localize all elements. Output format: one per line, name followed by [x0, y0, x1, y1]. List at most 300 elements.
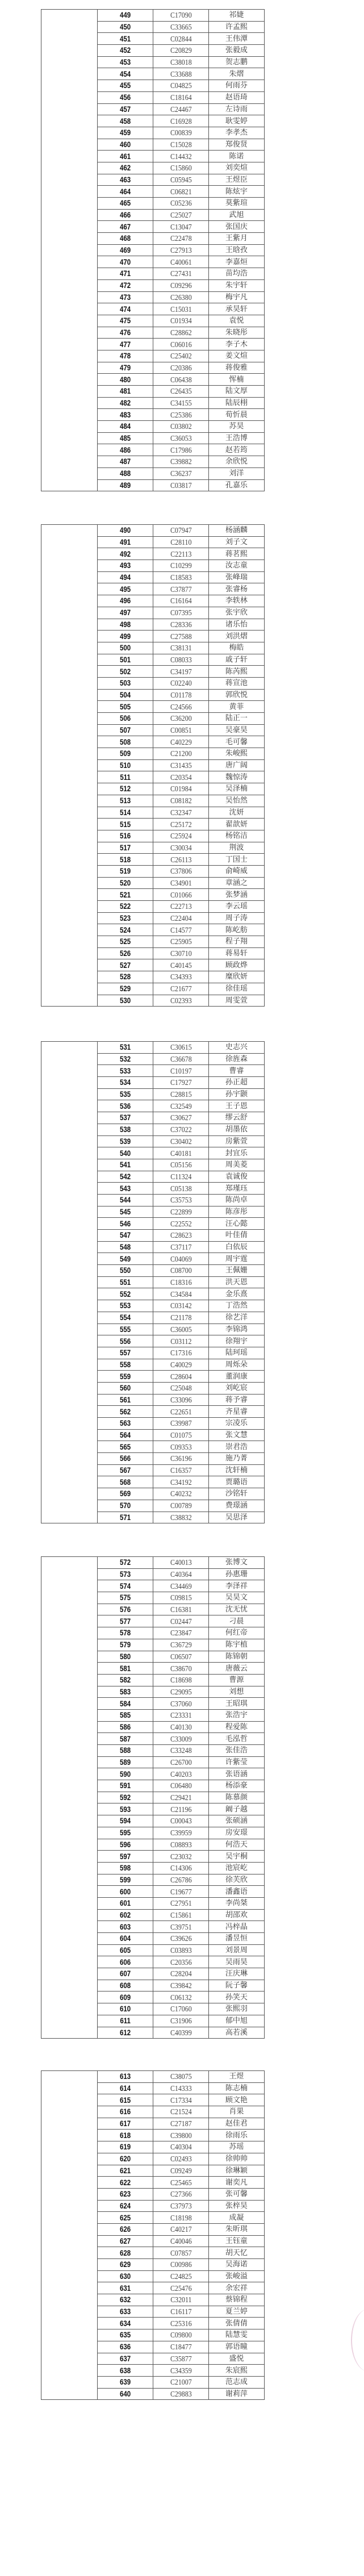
roster-table: [98, 1557, 264, 2038]
name-cell: 陆正一: [208, 713, 264, 725]
name-cell: 李嘉烜: [208, 256, 264, 268]
name-cell: 吴海诺: [208, 2259, 264, 2271]
table-row: [98, 1992, 264, 2003]
seq-number-cell: 630: [102, 2270, 149, 2282]
seq-number-cell: 450: [102, 21, 149, 33]
seq-number-cell: 601: [102, 1897, 149, 1909]
official-seal-stamp: [351, 2309, 364, 2372]
seq-number-cell: 498: [102, 619, 149, 631]
candidate-id-cell: C28336: [157, 619, 206, 631]
candidate-id-cell: C14333: [157, 2082, 206, 2094]
seq-number-cell: 585: [102, 1709, 149, 1721]
seq-number-cell: 618: [102, 2130, 149, 2141]
seq-number-cell: 571: [102, 1512, 149, 1523]
table-row: [98, 924, 264, 936]
seq-number-cell: 466: [102, 209, 149, 221]
candidate-id-cell: C37806: [157, 865, 206, 877]
name-cell: 刘洪熠: [208, 631, 264, 642]
name-cell: 吴怡然: [208, 795, 264, 807]
table-row: [98, 244, 264, 256]
candidate-id-cell: C01075: [157, 1429, 206, 1441]
table-row: [98, 525, 264, 536]
seq-number-cell: 481: [102, 386, 149, 398]
candidate-id-cell: C21524: [157, 2106, 206, 2118]
name-cell: 余宏祥: [208, 2282, 264, 2294]
table-row: [98, 1183, 264, 1195]
name-cell: 陈慕颜: [208, 1792, 264, 1803]
name-cell: 李锦鸿: [208, 1324, 264, 1335]
name-cell: 赵语琦: [208, 91, 264, 103]
name-cell: 金乐熹: [208, 1288, 264, 1300]
seq-number-cell: 532: [102, 1053, 149, 1065]
candidate-id-cell: C39626: [157, 1933, 206, 1945]
table-block: [41, 524, 265, 1007]
candidate-id-cell: C25386: [157, 409, 206, 421]
table-row: [98, 386, 264, 398]
candidate-id-cell: C09296: [157, 279, 206, 291]
seq-number-cell: 633: [102, 2306, 149, 2318]
seq-number-cell: 558: [102, 1359, 149, 1371]
seq-number-cell: 573: [102, 1568, 149, 1580]
name-cell: 张宇欣: [208, 607, 264, 619]
candidate-id-cell: C25465: [157, 2177, 206, 2189]
candidate-id-cell: C09815: [157, 1592, 206, 1604]
name-cell: 王子恩: [208, 1100, 264, 1112]
table-row: [98, 748, 264, 760]
candidate-id-cell: C30710: [157, 947, 206, 959]
candidate-id-cell: C25905: [157, 936, 206, 948]
seq-number-cell: 594: [102, 1815, 149, 1827]
table-row: [98, 1147, 264, 1159]
name-cell: 戚子轩: [208, 654, 264, 666]
seq-number-cell: 557: [102, 1347, 149, 1359]
candidate-id-cell: C06438: [157, 374, 206, 386]
seq-number-cell: 528: [102, 971, 149, 983]
seq-number-cell: 449: [102, 10, 149, 21]
seq-number-cell: 581: [102, 1663, 149, 1675]
name-cell: 周烁朵: [208, 1359, 264, 1371]
candidate-id-cell: C14306: [157, 1862, 206, 1874]
name-cell: 肖果: [208, 2106, 264, 2118]
candidate-id-cell: C37022: [157, 1124, 206, 1135]
table-row: [98, 2200, 264, 2212]
table-row: [98, 830, 264, 842]
table-row: [98, 1580, 264, 1592]
name-cell: 王煜: [208, 2071, 264, 2082]
candidate-id-cell: C20829: [157, 45, 206, 57]
candidate-id-cell: C21007: [157, 2376, 206, 2388]
candidate-id-cell: C25048: [157, 1382, 206, 1394]
candidate-id-cell: C02844: [157, 33, 206, 45]
table-row: [98, 2329, 264, 2341]
seq-number-cell: 505: [102, 701, 149, 713]
seq-number-cell: 522: [102, 901, 149, 913]
candidate-id-cell: C36005: [157, 1324, 206, 1335]
table-row: [98, 209, 264, 221]
candidate-id-cell: C17334: [157, 2094, 206, 2106]
candidate-id-cell: C16117: [157, 2306, 206, 2318]
candidate-id-cell: C00986: [157, 2259, 206, 2271]
candidate-id-cell: C15860: [157, 162, 206, 174]
name-cell: 郭欣悦: [208, 689, 264, 701]
table-row: [98, 2223, 264, 2235]
roster-table: [98, 10, 264, 491]
candidate-id-cell: C23032: [157, 1851, 206, 1863]
seq-number-cell: 475: [102, 315, 149, 327]
seq-number-cell: 590: [102, 1768, 149, 1780]
name-cell: 阮子馨: [208, 1980, 264, 1992]
name-cell: 王浩博: [208, 432, 264, 444]
candidate-id-cell: C40130: [157, 1721, 206, 1733]
candidate-id-cell: C22899: [157, 1206, 206, 1218]
seq-number-cell: 455: [102, 80, 149, 92]
table-row: [98, 1980, 264, 1992]
candidate-id-cell: C07947: [157, 525, 206, 536]
name-cell: 李孝杰: [208, 127, 264, 139]
name-cell: 顾政烨: [208, 959, 264, 971]
candidate-id-cell: C08182: [157, 795, 206, 807]
seq-number-cell: 495: [102, 583, 149, 595]
name-cell: 朱熠: [208, 68, 264, 80]
seq-number-cell: 523: [102, 912, 149, 924]
candidate-id-cell: C21200: [157, 748, 206, 760]
name-cell: 章涵之: [208, 877, 264, 889]
roster-table: [98, 525, 264, 1006]
name-cell: 袁悦: [208, 315, 264, 327]
candidate-id-cell: C22651: [157, 1406, 206, 1418]
name-cell: 张硕涵: [208, 1815, 264, 1827]
candidate-id-cell: C39959: [157, 1827, 206, 1839]
seq-number-cell: 640: [102, 2388, 149, 2399]
name-cell: 汪庆琳: [208, 1968, 264, 1980]
name-cell: 何红帝: [208, 1627, 264, 1639]
table-row: [98, 936, 264, 948]
table-row: [98, 421, 264, 433]
seq-number-cell: 610: [102, 2003, 149, 2015]
seq-number-cell: 580: [102, 1651, 149, 1663]
candidate-id-cell: C32549: [157, 1100, 206, 1112]
candidate-id-cell: C15028: [157, 139, 206, 151]
seq-number-cell: 530: [102, 995, 149, 1006]
candidate-id-cell: C02240: [157, 677, 206, 689]
seq-number-cell: 554: [102, 1312, 149, 1324]
seq-number-cell: 582: [102, 1674, 149, 1686]
name-cell: 袁诚俊: [208, 1171, 264, 1183]
seq-number-cell: 472: [102, 279, 149, 291]
name-cell: 史志兴: [208, 1042, 264, 1053]
name-cell: 俞崎威: [208, 865, 264, 877]
table-row: [98, 127, 264, 139]
name-cell: 张倩倩: [208, 2318, 264, 2329]
name-cell: 朱晓彤: [208, 327, 264, 339]
candidate-id-cell: C27366: [157, 2188, 206, 2200]
seq-number-cell: 583: [102, 1686, 149, 1698]
candidate-id-cell: C32347: [157, 807, 206, 819]
table-row: [98, 2247, 264, 2259]
table-row: [98, 1206, 264, 1218]
name-cell: 翟歆妍: [208, 819, 264, 830]
candidate-id-cell: C36678: [157, 1053, 206, 1065]
candidate-id-cell: C21196: [157, 1803, 206, 1815]
seq-number-cell: 457: [102, 103, 149, 115]
table-row: [98, 1512, 264, 1523]
table-row: [98, 1780, 264, 1792]
seq-number-cell: 465: [102, 198, 149, 210]
candidate-id-cell: C38670: [157, 1663, 206, 1675]
name-cell: 糜欣妍: [208, 971, 264, 983]
candidate-id-cell: C15031: [157, 303, 206, 315]
empty-category-column: [41, 10, 98, 491]
table-row: [98, 1194, 264, 1206]
table-row: [98, 1921, 264, 1933]
empty-category-column: [41, 525, 98, 1006]
name-cell: 赵若筠: [208, 444, 264, 456]
table-row: [98, 1265, 264, 1277]
table-row: [98, 1429, 264, 1441]
candidate-id-cell: C18583: [157, 571, 206, 583]
candidate-id-cell: C34359: [157, 2365, 206, 2377]
table-row: [98, 1792, 264, 1803]
seq-number-cell: 627: [102, 2235, 149, 2247]
seq-number-cell: 596: [102, 1839, 149, 1851]
table-row: [98, 1745, 264, 1757]
table-row: [98, 1674, 264, 1686]
candidate-id-cell: C27951: [157, 1897, 206, 1909]
table-row: [98, 1968, 264, 1980]
table-row: [98, 842, 264, 854]
name-cell: 苏昊: [208, 421, 264, 433]
seq-number-cell: 619: [102, 2141, 149, 2153]
seq-number-cell: 451: [102, 33, 149, 45]
candidate-id-cell: C14432: [157, 151, 206, 162]
table-row: [98, 409, 264, 421]
table-row: [98, 1335, 264, 1347]
seq-number-cell: 484: [102, 421, 149, 433]
table-row: [98, 397, 264, 409]
table-row: [98, 1042, 264, 1053]
seq-number-cell: 637: [102, 2353, 149, 2365]
seq-number-cell: 517: [102, 842, 149, 854]
candidate-id-cell: C01066: [157, 889, 206, 901]
name-cell: 李尚桀: [208, 1897, 264, 1909]
table-row: [98, 1077, 264, 1089]
candidate-id-cell: C39842: [157, 1980, 206, 1992]
name-cell: 蔡锦程: [208, 2294, 264, 2306]
table-row: [98, 91, 264, 103]
table-row: [98, 68, 264, 80]
candidate-id-cell: C18164: [157, 91, 206, 103]
table-row: [98, 971, 264, 983]
table-row: [98, 807, 264, 819]
seq-number-cell: 591: [102, 1780, 149, 1792]
candidate-id-cell: C34155: [157, 397, 206, 409]
seq-number-cell: 555: [102, 1324, 149, 1335]
seq-number-cell: 499: [102, 631, 149, 642]
table-row: [98, 713, 264, 725]
table-row: [98, 1956, 264, 1968]
table-row: [98, 1124, 264, 1135]
seq-number-cell: 598: [102, 1862, 149, 1874]
seq-number-cell: 500: [102, 642, 149, 654]
candidate-id-cell: C39882: [157, 456, 206, 468]
candidate-id-cell: C36729: [157, 1639, 206, 1651]
candidate-id-cell: C39751: [157, 1921, 206, 1933]
seq-number-cell: 527: [102, 959, 149, 971]
candidate-id-cell: C19677: [157, 1886, 206, 1898]
table-row: [98, 560, 264, 572]
seq-number-cell: 603: [102, 1921, 149, 1933]
table-row: [98, 1382, 264, 1394]
name-cell: 叶佳倩: [208, 1230, 264, 1242]
empty-category-column: [41, 2071, 98, 2399]
table-row: [98, 151, 264, 162]
table-row: [98, 444, 264, 456]
empty-category-column: [41, 1042, 98, 1523]
seq-number-cell: 488: [102, 467, 149, 479]
name-cell: 徐雨乐: [208, 2130, 264, 2141]
candidate-id-cell: C01178: [157, 689, 206, 701]
table-row: [98, 1568, 264, 1580]
table-row: [98, 1733, 264, 1745]
name-cell: 程子翔: [208, 936, 264, 948]
name-cell: 孙惠珊: [208, 1568, 264, 1580]
seq-number-cell: 579: [102, 1639, 149, 1651]
table-row: [98, 736, 264, 748]
name-cell: 曹源: [208, 1674, 264, 1686]
seq-number-cell: 546: [102, 1218, 149, 1230]
table-row: [98, 1253, 264, 1265]
name-cell: 许紫莹: [208, 1756, 264, 1768]
candidate-id-cell: C30034: [157, 842, 206, 854]
name-cell: 王煜臣: [208, 174, 264, 186]
table-row: [98, 1756, 264, 1768]
table-row: [98, 2388, 264, 2399]
seq-number-cell: 586: [102, 1721, 149, 1733]
seq-number-cell: 533: [102, 1065, 149, 1077]
name-cell: 张峻溢: [208, 2270, 264, 2282]
candidate-id-cell: C04825: [157, 80, 206, 92]
seq-number-cell: 514: [102, 807, 149, 819]
name-cell: 郑瑾珏: [208, 1183, 264, 1195]
name-cell: 张浩宇: [208, 1709, 264, 1721]
seq-number-cell: 600: [102, 1886, 149, 1898]
seq-number-cell: 539: [102, 1135, 149, 1147]
seq-number-cell: 513: [102, 795, 149, 807]
table-row: [98, 2106, 264, 2118]
name-cell: 徐翔宇: [208, 1335, 264, 1347]
table-row: [98, 256, 264, 268]
name-cell: 阚子越: [208, 1803, 264, 1815]
name-cell: 张梓昊: [208, 2200, 264, 2212]
candidate-id-cell: C02493: [157, 2153, 206, 2165]
candidate-id-cell: C08700: [157, 1265, 206, 1277]
name-cell: 施乃菁: [208, 1453, 264, 1465]
table-row: [98, 1418, 264, 1430]
candidate-id-cell: C24467: [157, 103, 206, 115]
seq-number-cell: 519: [102, 865, 149, 877]
candidate-id-cell: C37973: [157, 2200, 206, 2212]
seq-number-cell: 486: [102, 444, 149, 456]
table-row: [98, 619, 264, 631]
name-cell: 陈尚卓: [208, 1194, 264, 1206]
candidate-id-cell: C40029: [157, 1359, 206, 1371]
name-cell: 成凝: [208, 2212, 264, 2224]
candidate-id-cell: C25924: [157, 830, 206, 842]
name-cell: 刘景周: [208, 1944, 264, 1956]
candidate-id-cell: C27431: [157, 268, 206, 280]
table-row: [98, 1886, 264, 1898]
table-row: [98, 783, 264, 795]
table-row: [98, 174, 264, 186]
name-cell: 丁国士: [208, 854, 264, 866]
name-cell: 贾璐语: [208, 1476, 264, 1488]
seq-number-cell: 526: [102, 947, 149, 959]
table-row: [98, 983, 264, 995]
name-cell: 程爱陈: [208, 1721, 264, 1733]
candidate-id-cell: C17060: [157, 2003, 206, 2015]
table-row: [98, 1557, 264, 1568]
name-cell: 陈彦彤: [208, 1206, 264, 1218]
name-cell: 刘奕煊: [208, 162, 264, 174]
candidate-id-cell: C05236: [157, 198, 206, 210]
name-cell: 刘子文: [208, 536, 264, 548]
name-cell: 杨涵麟: [208, 525, 264, 536]
name-cell: 沈轩楠: [208, 1464, 264, 1476]
candidate-id-cell: C40046: [157, 2235, 206, 2247]
table-row: [98, 103, 264, 115]
table-row: [98, 1347, 264, 1359]
table-row: [98, 1768, 264, 1780]
seq-number-cell: 507: [102, 724, 149, 736]
table-row: [98, 1874, 264, 1886]
name-cell: 杨添豪: [208, 1780, 264, 1792]
roster-table: [98, 1042, 264, 1523]
candidate-id-cell: C39987: [157, 1418, 206, 1430]
table-row: [98, 2165, 264, 2177]
table-row: [98, 2294, 264, 2306]
table-row: [98, 1359, 264, 1371]
seq-number-cell: 543: [102, 1183, 149, 1195]
name-cell: 孔嘉乐: [225, 481, 248, 490]
name-cell: 陈屹舫: [208, 924, 264, 936]
candidate-id-cell: C26435: [157, 386, 206, 398]
name-cell: 李云瑶: [208, 901, 264, 913]
candidate-id-cell: C38131: [157, 642, 206, 654]
table-row: [98, 1230, 264, 1242]
seq-number-cell: 480: [102, 374, 149, 386]
seq-number-cell: 468: [102, 233, 149, 245]
name-cell: 吴豪昊: [208, 724, 264, 736]
candidate-id-cell: C29421: [157, 1792, 206, 1803]
seq-number-cell: 471: [102, 268, 149, 280]
table-row: [98, 1464, 264, 1476]
seq-number-cell: 636: [102, 2341, 149, 2353]
candidate-id-cell: C10197: [157, 1065, 206, 1077]
table-block: [41, 1556, 265, 2039]
candidate-id-cell: C28110: [157, 536, 206, 548]
name-cell: 张文慧: [208, 1429, 264, 1441]
table-row: [98, 548, 264, 560]
seq-number-cell: 538: [102, 1124, 149, 1135]
name-cell: 吴泽楠: [208, 783, 264, 795]
table-row: [98, 1112, 264, 1124]
table-row: [98, 1815, 264, 1827]
name-cell: 毛可馨: [208, 736, 264, 748]
name-cell: 刘屹宸: [208, 1382, 264, 1394]
table-row: [98, 1851, 264, 1863]
candidate-id-cell: C34393: [157, 971, 206, 983]
name-cell: 徐帅帅: [208, 2153, 264, 2165]
